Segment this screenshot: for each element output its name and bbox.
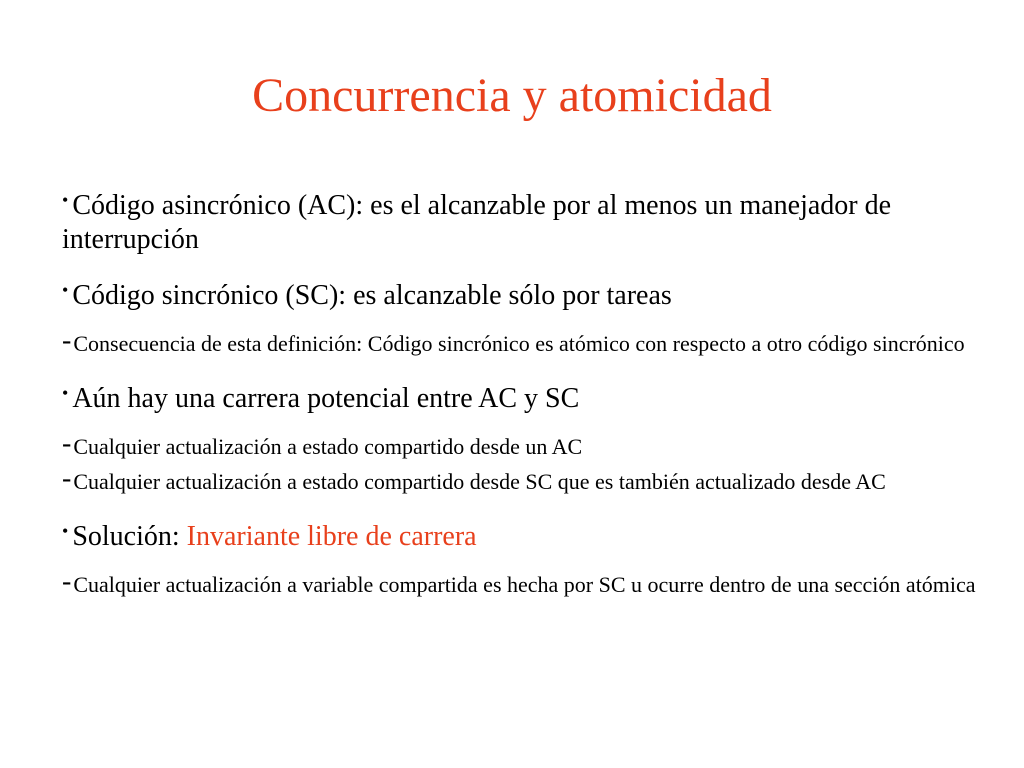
bullet-text: Solución:: [72, 521, 187, 552]
dash-icon: -: [62, 428, 72, 459]
dash-icon: -: [62, 325, 72, 356]
bullet-item: [62, 514, 982, 554]
bullet-text: Aún hay una carrera potencial entre AC y SC: [72, 383, 580, 414]
bullet-icon: •: [62, 383, 69, 403]
sub-bullet-item: [62, 463, 982, 496]
bullet-item: [62, 376, 982, 416]
sub-bullet-text: Cualquier actualización a estado compartido desde un AC: [73, 434, 583, 459]
sub-bullet-item: [62, 325, 982, 358]
sub-bullet-item: [62, 428, 982, 461]
bullet-icon: •: [62, 521, 69, 541]
slide-title: Concurrencia y atomicidad: [252, 69, 772, 122]
dash-icon: -: [62, 566, 72, 597]
slide-body: [62, 183, 982, 605]
bullet-text: Código sincrónico (SC): es alcanzable sólo por tareas: [72, 280, 672, 311]
bullet-item: [62, 183, 982, 257]
sub-bullet-text: Cualquier actualización a variable compartida es hecha por SC u ocurre dentro de una sección atómica: [73, 572, 976, 597]
bullet-icon: •: [62, 280, 69, 300]
sub-bullet-item: [62, 566, 982, 599]
bullet-text: Código asincrónico (AC): es el alcanzable por al menos un manejador de interrupción: [62, 190, 892, 255]
bullet-icon: •: [62, 190, 69, 210]
bullet-item: [62, 273, 982, 313]
highlighted-text: Invariante libre de carrera: [186, 521, 477, 552]
dash-icon: -: [62, 463, 72, 494]
sub-bullet-text: Cualquier actualización a estado compartido desde SC que es también actualizado desde AC: [73, 469, 886, 494]
sub-bullet-text: Consecuencia de esta definición: Código sincrónico es atómico con respecto a otro código sincrónico: [73, 331, 965, 356]
